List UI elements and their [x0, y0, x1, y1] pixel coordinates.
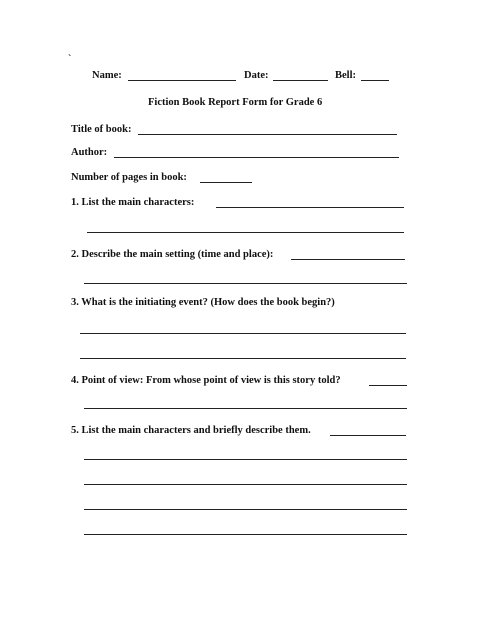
question-3: 3. What is the initiating event? (How does the book begin?): [71, 297, 335, 308]
bell-label: Bell:: [335, 70, 356, 81]
q1-answer-line-2[interactable]: [87, 232, 404, 233]
question-5: 5. List the main characters and briefly describe them.: [71, 425, 311, 436]
q5-answer-line-2[interactable]: [84, 459, 407, 460]
book-title-label: Title of book:: [71, 124, 132, 135]
bell-blank[interactable]: [361, 80, 389, 81]
book-title-blank[interactable]: [138, 134, 397, 135]
q5-answer-line-1[interactable]: [330, 435, 406, 436]
q4-answer-line-2[interactable]: [84, 408, 407, 409]
stray-mark: `: [68, 54, 72, 65]
q3-answer-line-1[interactable]: [80, 333, 406, 334]
q3-answer-line-2[interactable]: [80, 358, 406, 359]
author-label: Author:: [71, 147, 108, 158]
q5-answer-line-3[interactable]: [84, 484, 407, 485]
question-2: 2. Describe the main setting (time and place):: [71, 249, 274, 260]
author-blank[interactable]: [114, 157, 399, 158]
q2-answer-line-2[interactable]: [84, 283, 407, 284]
q5-answer-line-4[interactable]: [84, 509, 407, 510]
question-4: 4. Point of view: From whose point of view is this story told?: [71, 375, 341, 386]
pages-label: Number of pages in book:: [71, 172, 187, 183]
question-1: 1. List the main characters:: [71, 197, 195, 208]
q4-answer-line-1[interactable]: [369, 385, 407, 386]
name-label: Name:: [92, 70, 122, 81]
q5-answer-line-5[interactable]: [84, 534, 407, 535]
date-label: Date:: [244, 70, 269, 81]
date-blank[interactable]: [273, 80, 328, 81]
pages-blank[interactable]: [200, 182, 252, 183]
q2-answer-line-1[interactable]: [291, 259, 405, 260]
name-blank[interactable]: [128, 80, 236, 81]
page-title: Fiction Book Report Form for Grade 6: [148, 97, 323, 108]
q1-answer-line-1[interactable]: [216, 207, 404, 208]
